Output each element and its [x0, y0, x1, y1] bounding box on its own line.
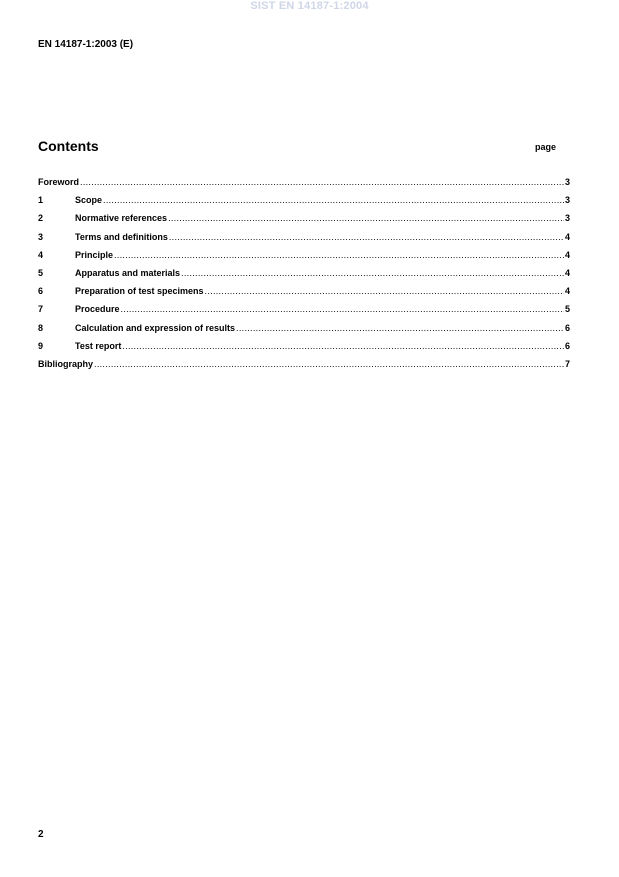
page-column-label: page: [535, 142, 557, 152]
dot-leader: [114, 250, 564, 260]
table-of-contents: [38, 177, 570, 377]
toc-entry-title: Preparation of test specimens: [75, 286, 204, 297]
toc-entry-scope[interactable]: [38, 195, 570, 213]
dot-leader: [181, 268, 564, 278]
toc-entry-foreword[interactable]: [38, 177, 570, 195]
watermark: SIST EN 14187-1:2004: [250, 0, 369, 12]
page-number: 2: [38, 829, 44, 840]
toc-entry-page: 5: [564, 304, 570, 315]
toc-entry-number: 4: [38, 249, 44, 260]
dot-leader: [103, 195, 564, 205]
toc-entry-title: Normative references: [75, 213, 168, 224]
toc-entry-number: 5: [38, 267, 44, 278]
toc-entry-title: Apparatus and materials: [75, 267, 181, 278]
toc-entry-title: Bibliography: [38, 358, 94, 369]
toc-entry-title: Scope: [75, 195, 103, 206]
toc-entry-calculation-and-expression[interactable]: [38, 323, 570, 341]
toc-entry-title: Terms and definitions: [75, 231, 168, 242]
toc-entry-page: 4: [564, 231, 570, 242]
toc-entry-number: 6: [38, 286, 44, 297]
dot-leader: [205, 286, 564, 296]
toc-entry-page: 6: [564, 322, 570, 333]
toc-entry-title: Principle: [75, 249, 114, 260]
dot-leader: [122, 341, 564, 351]
toc-entry-preparation-of-test-specimens[interactable]: [38, 286, 570, 304]
toc-entry-page: 3: [564, 195, 570, 206]
document-header: EN 14187-1:2003 (E): [38, 39, 134, 50]
toc-entry-number: 8: [38, 322, 44, 333]
toc-entry-page: 4: [564, 286, 570, 297]
toc-entry-procedure[interactable]: [38, 304, 570, 322]
toc-entry-title: Calculation and expression of results: [75, 322, 236, 333]
toc-entry-title: Procedure: [75, 304, 120, 315]
toc-entry-page: 4: [564, 249, 570, 260]
toc-entry-number: 3: [38, 231, 44, 242]
dot-leader: [94, 359, 564, 369]
toc-entry-apparatus-and-materials[interactable]: [38, 268, 570, 286]
toc-entry-page: 3: [564, 213, 570, 224]
toc-entry-normative-references[interactable]: [38, 213, 570, 231]
toc-entry-number: 9: [38, 340, 44, 351]
dot-leader: [80, 177, 564, 187]
toc-entry-page: 3: [564, 177, 570, 187]
dot-leader: [168, 213, 564, 223]
dot-leader: [121, 304, 564, 314]
toc-entry-page: 7: [564, 358, 570, 369]
dot-leader: [236, 323, 564, 333]
toc-entry-number: 2: [38, 213, 44, 224]
toc-entry-title: Test report: [75, 340, 122, 351]
toc-entry-title: Foreword: [38, 177, 80, 187]
toc-entry-number: 7: [38, 304, 44, 315]
toc-entry-page: 6: [564, 340, 570, 351]
toc-entry-number: 1: [38, 195, 44, 206]
dot-leader: [169, 232, 564, 242]
toc-entry-test-report[interactable]: [38, 341, 570, 359]
toc-entry-principle[interactable]: [38, 250, 570, 268]
toc-entry-terms-and-definitions[interactable]: [38, 232, 570, 250]
contents-heading: Contents: [38, 138, 99, 154]
toc-entry-page: 4: [564, 267, 570, 278]
toc-entry-bibliography[interactable]: [38, 359, 570, 377]
